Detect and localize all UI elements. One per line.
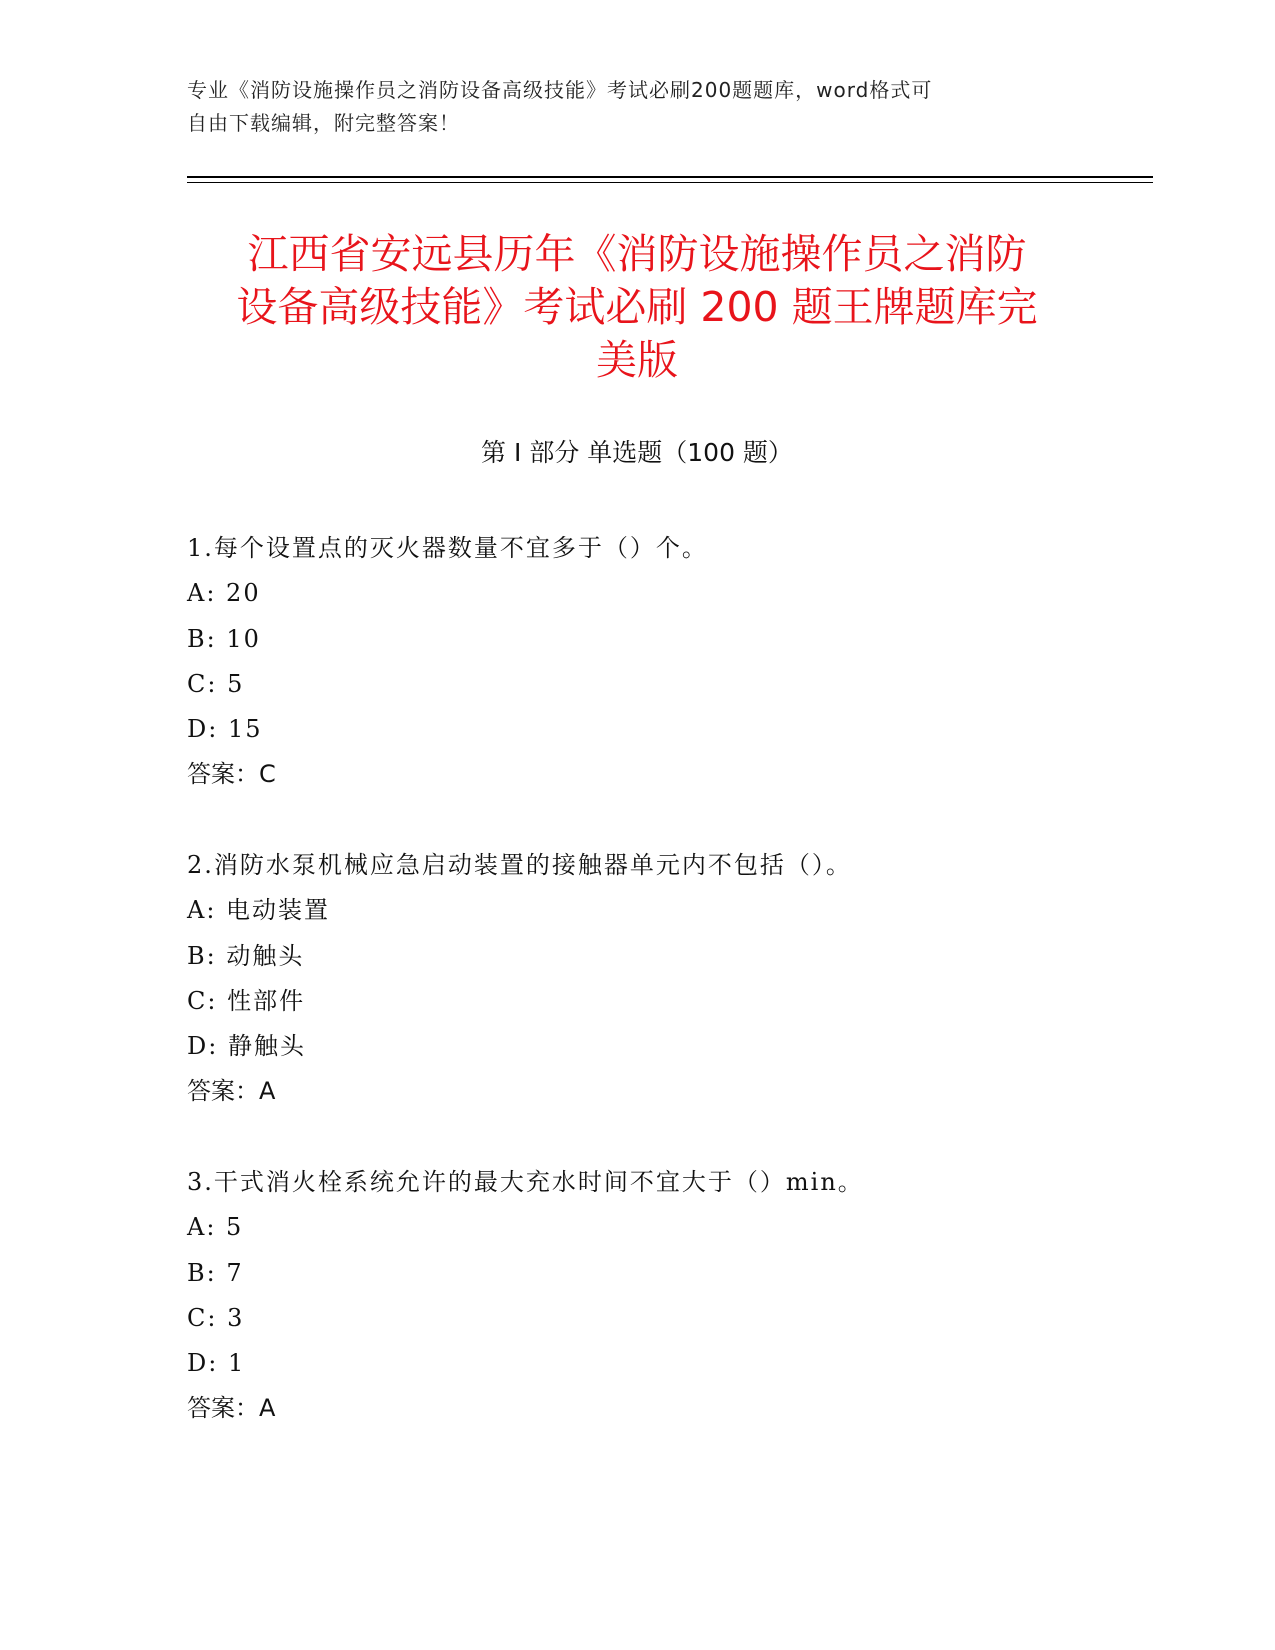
question-stem: 2.消防水泵机械应急启动装置的接触器单元内不包括（）。 [187, 851, 852, 879]
document-title-line-3: 美版 [596, 336, 678, 384]
header-note [187, 74, 1087, 140]
answer-line: 答案：A [187, 1077, 276, 1106]
option-b: B: 7 [187, 1258, 244, 1287]
option-b: B: 动触头 [187, 941, 305, 970]
answer-line: 答案：A [187, 1394, 276, 1423]
option-a: A: 5 [187, 1213, 244, 1242]
option-c: C: 3 [187, 1303, 245, 1332]
header-rule-thick [187, 176, 1153, 178]
option-a: A: 电动装置 [187, 896, 331, 925]
option-d: D: 15 [187, 715, 263, 744]
option-d: D: 静触头 [187, 1032, 306, 1061]
header-note-line-2: 自由下载编辑，附完整答案！ [187, 111, 460, 135]
question-stem: 3.干式消火栓系统允许的最大充水时间不宜大于（）min。 [187, 1168, 864, 1196]
question-2 [187, 843, 1117, 1115]
question-3 [187, 1160, 1117, 1432]
question-stem: 1.每个设置点的灭火器数量不宜多于（）个。 [187, 534, 708, 562]
option-c: C: 性部件 [187, 986, 306, 1015]
option-c: C: 5 [187, 669, 245, 698]
header-rule-thin [187, 182, 1153, 183]
document-title-line-1: 江西省安远县历年《消防设施操作员之消防 [247, 230, 1027, 278]
option-d: D: 1 [187, 1349, 246, 1378]
option-b: B: 10 [187, 624, 261, 653]
section-heading: 第 I 部分 单选题（100 题） [481, 438, 793, 467]
question-1 [187, 526, 1117, 798]
header-note-line-1: 专业《消防设施操作员之消防设备高级技能》考试必刷200题题库，word格式可 [187, 78, 933, 102]
document-title-line-2: 设备高级技能》考试必刷 200 题王牌题库完 [236, 283, 1038, 331]
document-title [187, 228, 1087, 387]
answer-line: 答案：C [187, 760, 276, 789]
option-a: A: 20 [187, 579, 261, 608]
